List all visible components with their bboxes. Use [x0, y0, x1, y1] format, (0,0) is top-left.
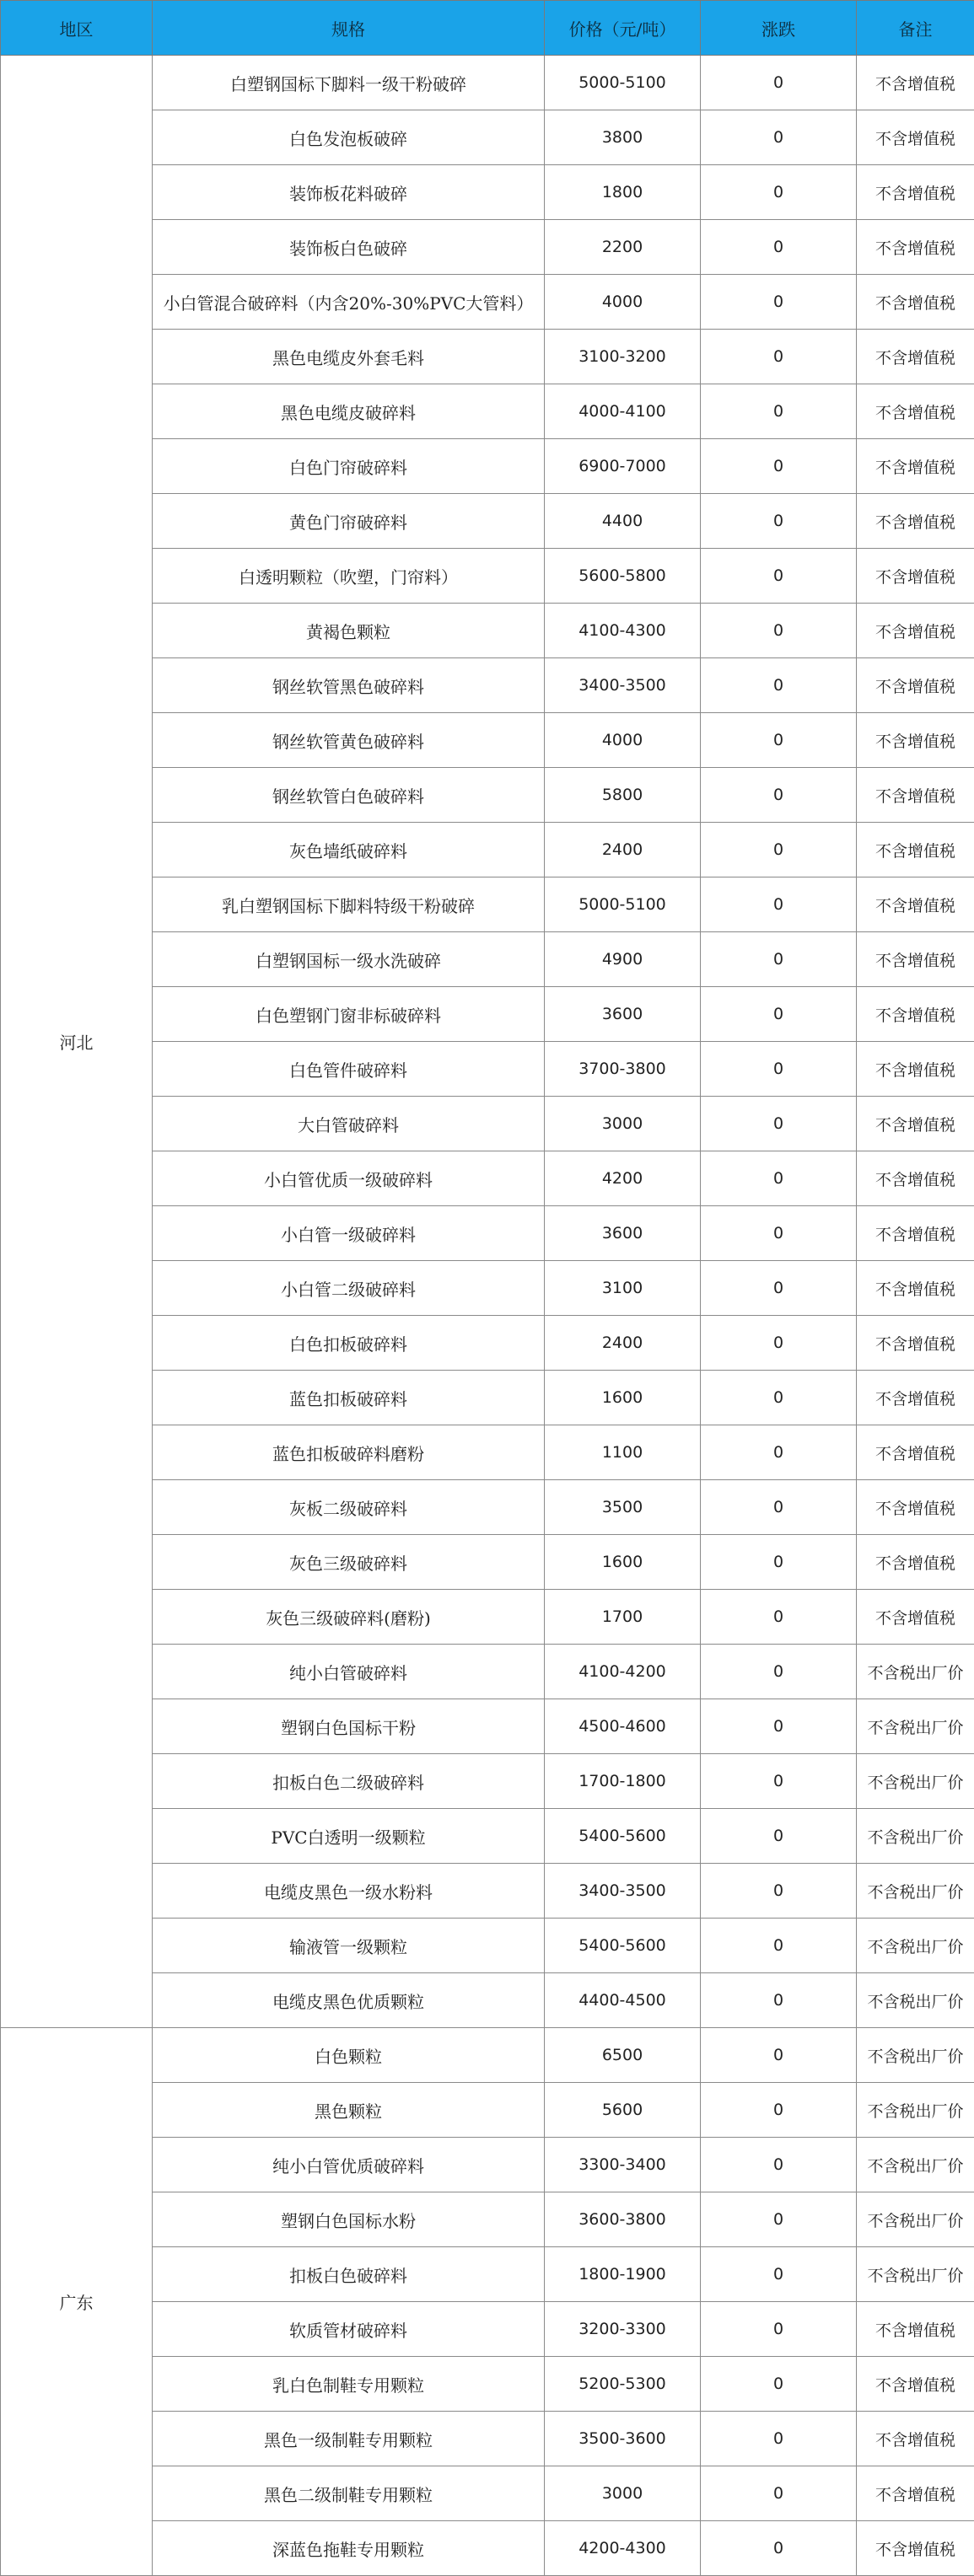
price-cell: 3100 [545, 1261, 701, 1316]
spec-cell: 黄褐色颗粒 [153, 604, 545, 658]
spec-cell: 软质管材破碎料 [153, 2302, 545, 2357]
change-cell: 0 [701, 1206, 857, 1261]
header-price: 价格（元/吨） [545, 1, 701, 56]
spec-cell: 扣板白色破碎料 [153, 2247, 545, 2302]
note-cell: 不含增值税 [857, 1261, 974, 1316]
price-cell: 3200-3300 [545, 2302, 701, 2357]
change-cell: 0 [701, 1042, 857, 1097]
spec-cell: 乳白色制鞋专用颗粒 [153, 2357, 545, 2412]
note-cell: 不含增值税 [857, 1590, 974, 1645]
note-cell: 不含增值税 [857, 604, 974, 658]
spec-cell: 钢丝软管白色破碎料 [153, 768, 545, 823]
spec-cell: 蓝色扣板破碎料 [153, 1371, 545, 1425]
change-cell: 0 [701, 330, 857, 384]
price-cell: 4100-4300 [545, 604, 701, 658]
change-cell: 0 [701, 1919, 857, 1973]
spec-cell: 白色扣板破碎料 [153, 1316, 545, 1371]
note-cell: 不含增值税 [857, 165, 974, 220]
price-cell: 4200 [545, 1151, 701, 1206]
spec-cell: 塑钢白色国标干粉 [153, 1699, 545, 1754]
change-cell: 0 [701, 713, 857, 768]
price-cell: 5000-5100 [545, 56, 701, 110]
spec-cell: 扣板白色二级破碎料 [153, 1754, 545, 1809]
change-cell: 0 [701, 2083, 857, 2138]
change-cell: 0 [701, 439, 857, 494]
change-cell: 0 [701, 56, 857, 110]
change-cell: 0 [701, 604, 857, 658]
spec-cell: 灰板二级破碎料 [153, 1480, 545, 1535]
spec-cell: 灰色三级破碎料 [153, 1535, 545, 1590]
price-cell: 5200-5300 [545, 2357, 701, 2412]
price-cell: 4500-4600 [545, 1699, 701, 1754]
change-cell: 0 [701, 987, 857, 1042]
note-cell: 不含增值税 [857, 384, 974, 439]
price-cell: 1800 [545, 165, 701, 220]
note-cell: 不含税出厂价 [857, 2247, 974, 2302]
spec-cell: 黑色一级制鞋专用颗粒 [153, 2412, 545, 2466]
spec-cell: 深蓝色拖鞋专用颗粒 [153, 2521, 545, 2576]
change-cell: 0 [701, 1425, 857, 1480]
spec-cell: 白色塑钢门窗非标破碎料 [153, 987, 545, 1042]
note-cell: 不含增值税 [857, 932, 974, 987]
change-cell: 0 [701, 1371, 857, 1425]
spec-cell: 白色管件破碎料 [153, 1042, 545, 1097]
note-cell: 不含税出厂价 [857, 1864, 974, 1919]
price-cell: 6900-7000 [545, 439, 701, 494]
spec-cell: 灰色墙纸破碎料 [153, 823, 545, 877]
price-cell: 3400-3500 [545, 658, 701, 713]
change-cell: 0 [701, 2138, 857, 2192]
change-cell: 0 [701, 2357, 857, 2412]
note-cell: 不含增值税 [857, 1316, 974, 1371]
spec-cell: 白透明颗粒（吹塑，门帘料） [153, 549, 545, 604]
note-cell: 不含税出厂价 [857, 2028, 974, 2083]
price-cell: 4000-4100 [545, 384, 701, 439]
change-cell: 0 [701, 768, 857, 823]
note-cell: 不含增值税 [857, 877, 974, 932]
spec-cell: 小白管混合破碎料（内含20%-30%PVC大管料） [153, 275, 545, 330]
price-cell: 5800 [545, 768, 701, 823]
note-cell: 不含税出厂价 [857, 1919, 974, 1973]
note-cell: 不含增值税 [857, 1480, 974, 1535]
price-cell: 3600 [545, 1206, 701, 1261]
spec-cell: 蓝色扣板破碎料磨粉 [153, 1425, 545, 1480]
price-cell: 3000 [545, 1097, 701, 1151]
change-cell: 0 [701, 1151, 857, 1206]
note-cell: 不含增值税 [857, 2466, 974, 2521]
change-cell: 0 [701, 2302, 857, 2357]
spec-cell: 白塑钢国标下脚料一级干粉破碎 [153, 56, 545, 110]
price-cell: 2200 [545, 220, 701, 275]
change-cell: 0 [701, 220, 857, 275]
spec-cell: 黑色电缆皮破碎料 [153, 384, 545, 439]
note-cell: 不含增值税 [857, 2521, 974, 2576]
price-cell: 3000 [545, 2466, 701, 2521]
note-cell: 不含税出厂价 [857, 1699, 974, 1754]
price-cell: 3400-3500 [545, 1864, 701, 1919]
price-cell: 4200-4300 [545, 2521, 701, 2576]
change-cell: 0 [701, 932, 857, 987]
price-cell: 2400 [545, 823, 701, 877]
note-cell: 不含税出厂价 [857, 1809, 974, 1864]
note-cell: 不含税出厂价 [857, 1645, 974, 1699]
price-cell: 3800 [545, 110, 701, 165]
note-cell: 不含增值税 [857, 1535, 974, 1590]
price-cell: 1700 [545, 1590, 701, 1645]
note-cell: 不含增值税 [857, 1151, 974, 1206]
price-cell: 1600 [545, 1371, 701, 1425]
spec-cell: 大白管破碎料 [153, 1097, 545, 1151]
change-cell: 0 [701, 2192, 857, 2247]
header-row [1, 1, 974, 56]
change-cell: 0 [701, 2028, 857, 2083]
price-cell: 4900 [545, 932, 701, 987]
price-cell: 3500-3600 [545, 2412, 701, 2466]
note-cell: 不含增值税 [857, 987, 974, 1042]
spec-cell: 装饰板花料破碎 [153, 165, 545, 220]
change-cell: 0 [701, 165, 857, 220]
spec-cell: 白塑钢国标一级水洗破碎 [153, 932, 545, 987]
change-cell: 0 [701, 275, 857, 330]
note-cell: 不含增值税 [857, 658, 974, 713]
change-cell: 0 [701, 1754, 857, 1809]
change-cell: 0 [701, 549, 857, 604]
price-cell: 5600-5800 [545, 549, 701, 604]
price-cell: 3500 [545, 1480, 701, 1535]
note-cell: 不含增值税 [857, 494, 974, 549]
price-cell: 3700-3800 [545, 1042, 701, 1097]
region-cell: 河北 [1, 56, 153, 2028]
price-cell: 4400 [545, 494, 701, 549]
note-cell: 不含增值税 [857, 823, 974, 877]
spec-cell: 黑色二级制鞋专用颗粒 [153, 2466, 545, 2521]
spec-cell: 电缆皮黑色优质颗粒 [153, 1973, 545, 2028]
spec-cell: 纯小白管优质破碎料 [153, 2138, 545, 2192]
spec-cell: 塑钢白色国标水粉 [153, 2192, 545, 2247]
change-cell: 0 [701, 384, 857, 439]
price-cell: 1700-1800 [545, 1754, 701, 1809]
spec-cell: 小白管一级破碎料 [153, 1206, 545, 1261]
note-cell: 不含增值税 [857, 220, 974, 275]
note-cell: 不含增值税 [857, 1097, 974, 1151]
price-cell: 5400-5600 [545, 1809, 701, 1864]
header-note: 备注 [857, 1, 974, 56]
spec-cell: 白色颗粒 [153, 2028, 545, 2083]
price-cell: 3600-3800 [545, 2192, 701, 2247]
note-cell: 不含税出厂价 [857, 2138, 974, 2192]
price-cell: 6500 [545, 2028, 701, 2083]
price-cell: 5400-5600 [545, 1919, 701, 1973]
spec-cell: 装饰板白色破碎 [153, 220, 545, 275]
note-cell: 不含增值税 [857, 1425, 974, 1480]
change-cell: 0 [701, 1864, 857, 1919]
change-cell: 0 [701, 1097, 857, 1151]
change-cell: 0 [701, 823, 857, 877]
price-cell: 2400 [545, 1316, 701, 1371]
note-cell: 不含增值税 [857, 768, 974, 823]
note-cell: 不含税出厂价 [857, 2192, 974, 2247]
note-cell: 不含增值税 [857, 1042, 974, 1097]
spec-cell: 小白管二级破碎料 [153, 1261, 545, 1316]
change-cell: 0 [701, 1316, 857, 1371]
header-change: 涨跌 [701, 1, 857, 56]
table-body [1, 56, 974, 2576]
change-cell: 0 [701, 877, 857, 932]
note-cell: 不含增值税 [857, 2412, 974, 2466]
note-cell: 不含增值税 [857, 110, 974, 165]
change-cell: 0 [701, 110, 857, 165]
spec-cell: 输液管一级颗粒 [153, 1919, 545, 1973]
change-cell: 0 [701, 2466, 857, 2521]
note-cell: 不含增值税 [857, 56, 974, 110]
note-cell: 不含增值税 [857, 439, 974, 494]
change-cell: 0 [701, 1480, 857, 1535]
price-cell: 4100-4200 [545, 1645, 701, 1699]
note-cell: 不含税出厂价 [857, 2083, 974, 2138]
price-cell: 4400-4500 [545, 1973, 701, 2028]
price-cell: 5600 [545, 2083, 701, 2138]
region-cell: 广东 [1, 2028, 153, 2576]
price-cell: 3300-3400 [545, 2138, 701, 2192]
price-cell: 1800-1900 [545, 2247, 701, 2302]
price-cell: 4000 [545, 275, 701, 330]
table-header [1, 1, 974, 56]
note-cell: 不含增值税 [857, 2302, 974, 2357]
header-spec: 规格 [153, 1, 545, 56]
note-cell: 不含增值税 [857, 713, 974, 768]
price-cell: 4000 [545, 713, 701, 768]
change-cell: 0 [701, 1261, 857, 1316]
price-cell: 3100-3200 [545, 330, 701, 384]
change-cell: 0 [701, 1699, 857, 1754]
spec-cell: 白色门帘破碎料 [153, 439, 545, 494]
note-cell: 不含税出厂价 [857, 1973, 974, 2028]
change-cell: 0 [701, 2247, 857, 2302]
price-cell: 3600 [545, 987, 701, 1042]
change-cell: 0 [701, 2412, 857, 2466]
spec-cell: 灰色三级破碎料(磨粉) [153, 1590, 545, 1645]
change-cell: 0 [701, 658, 857, 713]
price-cell: 1600 [545, 1535, 701, 1590]
note-cell: 不含增值税 [857, 330, 974, 384]
note-cell: 不含增值税 [857, 549, 974, 604]
spec-cell: 纯小白管破碎料 [153, 1645, 545, 1699]
spec-cell: 电缆皮黑色一级水粉料 [153, 1864, 545, 1919]
change-cell: 0 [701, 1535, 857, 1590]
spec-cell: 黑色电缆皮外套毛料 [153, 330, 545, 384]
spec-cell: PVC白透明一级颗粒 [153, 1809, 545, 1864]
spec-cell: 白色发泡板破碎 [153, 110, 545, 165]
change-cell: 0 [701, 2521, 857, 2576]
spec-cell: 黑色颗粒 [153, 2083, 545, 2138]
table-row [1, 56, 974, 110]
spec-cell: 小白管优质一级破碎料 [153, 1151, 545, 1206]
change-cell: 0 [701, 1973, 857, 2028]
spec-cell: 乳白塑钢国标下脚料特级干粉破碎 [153, 877, 545, 932]
change-cell: 0 [701, 1809, 857, 1864]
change-cell: 0 [701, 1590, 857, 1645]
price-cell: 5000-5100 [545, 877, 701, 932]
note-cell: 不含增值税 [857, 1206, 974, 1261]
price-cell: 1100 [545, 1425, 701, 1480]
change-cell: 0 [701, 1645, 857, 1699]
table-row [1, 2028, 974, 2083]
note-cell: 不含增值税 [857, 1371, 974, 1425]
note-cell: 不含增值税 [857, 275, 974, 330]
header-region: 地区 [1, 1, 153, 56]
change-cell: 0 [701, 494, 857, 549]
note-cell: 不含税出厂价 [857, 1754, 974, 1809]
spec-cell: 钢丝软管黄色破碎料 [153, 713, 545, 768]
note-cell: 不含增值税 [857, 2357, 974, 2412]
spec-cell: 钢丝软管黑色破碎料 [153, 658, 545, 713]
spec-cell: 黄色门帘破碎料 [153, 494, 545, 549]
